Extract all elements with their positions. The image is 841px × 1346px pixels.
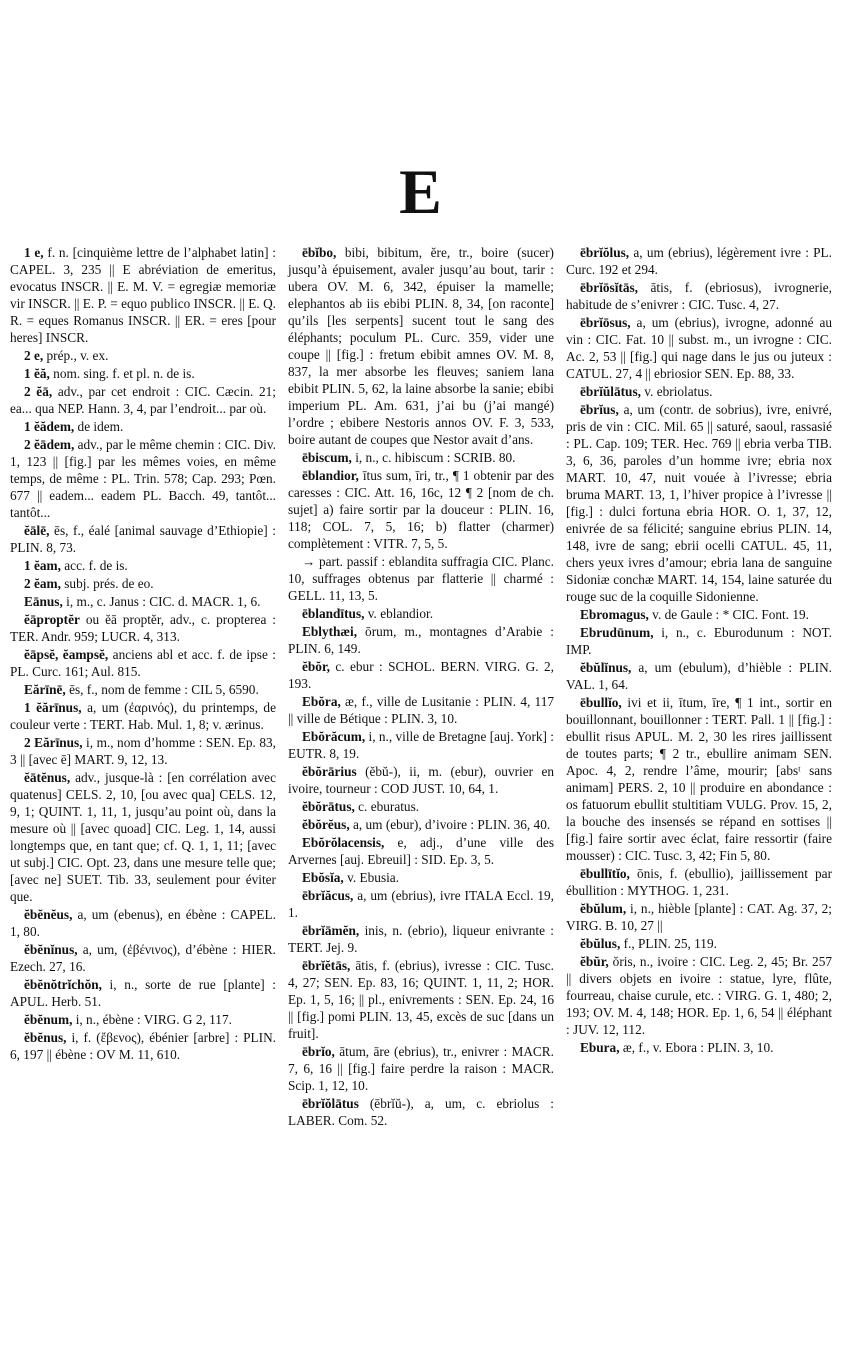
entry-definition: i, n., c. hibiscum : SCRIB. 80. xyxy=(351,450,516,465)
entry-definition: acc. f. de is. xyxy=(60,558,128,573)
entry-headword: Ebŏsĭa, xyxy=(302,870,344,885)
dictionary-entry xyxy=(566,314,832,382)
dictionary-entry xyxy=(566,935,832,952)
dictionary-entry xyxy=(10,699,276,733)
dictionary-entry xyxy=(288,449,554,466)
entry-headword: ēbrĭŏlus, xyxy=(580,245,630,260)
entry-definition: f. n. [cinquième lettre de l’alphabet latin] : CAPEL. 3, 235 || E abréviation de emeritus, evocatus INSCR. || E. M. V. = egregiæ memoriæ vir INSCR. || E. P. = equo publico INSCR. || E. Q. R. = eques Romanus INSCR. || ER. = eres [pour heres] INSCR. xyxy=(10,245,276,345)
entry-definition: a, um (ἐαρινός), du printemps, de couleur verte : TERT. Hab. Mul. 1, 8; v. ærinus. xyxy=(10,700,276,732)
entry-definition: v. de Gaule : * CIC. Font. 19. xyxy=(648,607,810,622)
entry-headword: ēbiscum, xyxy=(302,450,352,465)
entry-headword: Ebrudūnum, xyxy=(580,625,654,640)
dictionary-entry xyxy=(10,244,276,346)
dictionary-entry xyxy=(10,436,276,521)
entry-definition: prép., v. ex. xyxy=(43,348,109,363)
entry-headword: ēbĭbo, xyxy=(302,245,337,260)
entry-headword: 2 Eărīnus, xyxy=(24,735,83,750)
dictionary-entry xyxy=(566,624,832,658)
dictionary-entry xyxy=(288,658,554,692)
entry-definition: i, f. (ἔβενος), ébénier [arbre] : PLIN. 6, 197 || ébène : OV M. 11, 610. xyxy=(10,1030,276,1062)
entry-definition: a, um (ebrius), ivrogne, adonné au vin : CIC. Fat. 10 || subst. m., un ivrogne : CIC. Ac. 2, 53 || [fig.] qui nage dans le jus ou juteux : CATUL. 27, 4 || ebriosior SEN. Ep. 88, 33. xyxy=(566,315,832,381)
entry-definition: ōrum, m., montagnes d’Arabie : PLIN. 6, 149. xyxy=(288,624,554,656)
entry-definition: ōnis, f. (ebullio), jaillissement par ébullition : MYTHOG. 1, 231. xyxy=(566,866,832,898)
entry-definition: (ēbrĭŭ-), a, um, c. ebriolus : LABER. Com. 52. xyxy=(288,1096,554,1128)
entry-definition: ātum, āre (ebrius), tr., enivrer : MACR. 7, 6, 16 || [fig.] faire perdre la raison : MACR. Scip. 1, 12, 10. xyxy=(288,1044,554,1093)
entry-headword: ēbrĭo, xyxy=(302,1044,335,1059)
entry-definition: adv., jusque-là : [en corrélation avec quatenus] CELS. 2, 10, [ou avec qua] CELS. 12, 9, 1; QUINT. 1, 11, 1, jusqu’au point où, dans la mesure où || [avec quoad] CIC. Leg. 1, 14, aussi longtemps que, en tant que; cf. Q. 1, 1, 11; [avec ut subj.] CIC. Opt. 23, dans une mesure telle que; [avec ne] SUET. Tib. 33, seulement pour éviter que. xyxy=(10,770,276,904)
dictionary-entry xyxy=(10,383,276,417)
entry-definition: → part. passif : eblandita suffragia CIC. Planc. 10, suffrages obtenus par flatterie || charmé : GELL. 11, 13, 5. xyxy=(288,554,554,603)
dictionary-entry xyxy=(288,553,554,604)
dictionary-entry xyxy=(566,900,832,934)
entry-headword: ĕbŭr, xyxy=(580,954,609,969)
dictionary-entry xyxy=(288,605,554,622)
entry-headword: ēblandītus, xyxy=(302,606,365,621)
entry-headword: ĕbŏr, xyxy=(302,659,330,674)
entry-definition: a, um (ebrius), légèrement ivre : PL. Curc. 192 et 294. xyxy=(566,245,832,277)
entry-headword: ēbrĭăcus, xyxy=(302,888,354,903)
entry-definition: ŏris, n., ivoire : CIC. Leg. 2, 45; Br. 257 || divers objets en ivoire : statue, lyre, flûte, fourreau, chaise curule, etc. : VIRG. G. 1, 480; 2, 193; OV. M. 4, 148; HOR. Ep. 1, 6, 54 || éléphant : JUV. 12, 112. xyxy=(566,954,832,1037)
dictionary-entry xyxy=(288,887,554,921)
entry-definition: i, n., ébène : VIRG. G 2, 117. xyxy=(72,1012,232,1027)
dictionary-entry xyxy=(10,418,276,435)
entry-headword: 2 e, xyxy=(24,348,44,363)
entry-definition: a, um (ebrius), ivre ITALA Eccl. 19, 1. xyxy=(288,888,554,920)
entry-headword: Eărīnē, xyxy=(24,682,66,697)
entry-definition: inis, n. (ebrio), liqueur enivrante : TERT. Jej. 9. xyxy=(288,923,554,955)
dictionary-entry xyxy=(288,467,554,552)
entry-headword: Ebŏrăcum, xyxy=(302,729,366,744)
dictionary-entry xyxy=(10,1011,276,1028)
dictionary-entry xyxy=(10,906,276,940)
entry-headword: 1 ĕă, xyxy=(24,366,50,381)
entry-headword: ēbullītĭo, xyxy=(580,866,630,881)
dictionary-entry xyxy=(10,769,276,905)
entry-definition: a, um, (ἐβένινος), d’ébène : HIER. Ezech. 27, 16. xyxy=(10,942,276,974)
dictionary-entry xyxy=(566,279,832,313)
dictionary-entry xyxy=(566,1039,832,1056)
entry-headword: ĕbĕnus, xyxy=(24,1030,67,1045)
entry-headword: ĕātĕnus, xyxy=(24,770,71,785)
entry-definition: æ, f., ville de Lusitanie : PLIN. 4, 117 || ville de Bétique : PLIN. 3, 10. xyxy=(288,694,554,726)
entry-definition: v. Ebusia. xyxy=(343,870,400,885)
dictionary-entry xyxy=(566,659,832,693)
entry-definition: ēs, f., éalé [animal sauvage d’Ethiopie] : PLIN. 8, 73. xyxy=(10,523,276,555)
entry-headword: ĕāpsĕ, ĕampsĕ, xyxy=(24,647,109,662)
entry-headword: ēbrĭĕtās, xyxy=(302,958,351,973)
entry-headword: Eānus, xyxy=(24,594,63,609)
entry-headword: 1 ĕărīnus, xyxy=(24,700,82,715)
entry-headword: ĕbŏrĕus, xyxy=(302,817,350,832)
entry-headword: ĕbŭlus, xyxy=(580,936,621,951)
entry-headword: ēblandior, xyxy=(302,468,359,483)
entry-definition: ēs, f., nom de femme : CIL 5, 6590. xyxy=(65,682,259,697)
dictionary-entry xyxy=(288,798,554,815)
entry-headword: ĕbĕnŏtrĭchŏn, xyxy=(24,977,102,992)
dictionary-entry xyxy=(566,865,832,899)
dictionary-entry xyxy=(10,365,276,382)
entry-definition: ivi et ii, ītum, īre, ¶ 1 int., sortir en bouillonnant, bouillonner : TERT. Pall. 1 || [fig.] : ebullit risus APUL. M. 2, 30 les rires jaillissent de toutes parts; ¶ 2 tr., ebullire animam SEN. Apoc. 4, 2, rendre l’âme, mourir; [absᵗ sans animam] PERS. 2, 10 || produire en abondance : os fatuorum ebullit stultitiam VULG. Prov. 15, 2, la bouche des insensés se répand en sottises || [fig.] faire sortir avec éclat, faire ressortir (faire mousser) : CIC. Tusc. 3, 42; Fin 5, 80. xyxy=(566,695,832,863)
entry-headword: 2 ĕādem, xyxy=(24,437,75,452)
dictionary-entry xyxy=(288,244,554,448)
entry-headword: ĕbĕnum, xyxy=(24,1012,73,1027)
entry-definition: æ, f., v. Ebora : PLIN. 3, 10. xyxy=(619,1040,774,1055)
dictionary-entry xyxy=(10,734,276,768)
entry-headword: 1 ĕădem, xyxy=(24,419,75,434)
dictionary-entry xyxy=(10,941,276,975)
dictionary-entry xyxy=(10,522,276,556)
entry-definition: i, n., c. Eburodunum : NOT. IMP. xyxy=(566,625,832,657)
entry-headword: Ebŏra, xyxy=(302,694,341,709)
entry-definition: c. ebur : SCHOL. BERN. VIRG. G. 2, 193. xyxy=(288,659,554,691)
entry-definition: a, um (ebulum), d’hièble : PLIN. VAL. 1, 64. xyxy=(566,660,832,692)
entry-headword: 1 e, xyxy=(24,245,44,260)
dictionary-entry xyxy=(288,693,554,727)
dictionary-entry xyxy=(566,694,832,864)
entry-definition: f., PLIN. 25, 119. xyxy=(620,936,717,951)
entry-headword: ēbrĭus, xyxy=(580,402,619,417)
entry-definition: c. eburatus. xyxy=(354,799,420,814)
dictionary-entry xyxy=(10,976,276,1010)
entry-definition: anciens abl et acc. f. de ipse : PL. Curc. 161; Aul. 815. xyxy=(10,647,276,679)
entry-definition: a, um (ebenus), en ébène : CAPEL. 1, 80. xyxy=(10,907,276,939)
dictionary-entry xyxy=(288,1043,554,1094)
entry-headword: 1 ĕam, xyxy=(24,558,61,573)
entry-definition: ātis, f. (ebriosus), ivrognerie, habitude de s’enivrer : CIC. Tusc. 4, 27. xyxy=(566,280,832,312)
dictionary-entry xyxy=(288,922,554,956)
dictionary-entry xyxy=(10,646,276,680)
dictionary-entry xyxy=(10,681,276,698)
dictionary-entry xyxy=(566,953,832,1038)
entry-headword: ēbrĭāmĕn, xyxy=(302,923,360,938)
column-left xyxy=(10,244,276,1130)
entry-definition: ītus sum, īri, tr., ¶ 1 obtenir par des caresses : CIC. Att. 16, 16c, 12 ¶ 2 [nom de ch. sujet] a) faire sortir par la douceur : PLIN. 16, 118; COL. 7, 5, 16; b) flatter (charmer) complètement : VITR. 7, 5, 5. xyxy=(288,468,554,551)
entry-definition: a, um (contr. de sobrius), ivre, enivré, pris de vin : CIC. Mil. 65 || saturé, saoul, rassasié : PL. Cap. 109; TER. Hec. 769 || ebria verba TIB. 3, 6, 36, paroles d’un homme ivre; ebria nox MART. 10, 47, nuit vouée à l’ivresse; ebria bruma MART. 13, 1, l’hiver propice à l’ivresse || [fig.] : dulci fortuna ebria HOR. O. 1, 37, 12, enivrée de sa félicité; sanguine ebrius PLIN. 14, 148, ivre de sang; ebrii ocelli CATUL. 45, 11, chers yeux ivres d’amour; ebria lana de sanguine Sidoniæ conchæ MART. 14, 154, laine saturée du rouge suc de la coquille Sidonienne. xyxy=(566,402,832,604)
dictionary-entry xyxy=(288,816,554,833)
dictionary-entry xyxy=(288,957,554,1042)
entry-headword: ĕbĕnĭnus, xyxy=(24,942,78,957)
entry-definition: ou ĕā proptĕr, adv., c. propterea : TER. Andr. 959; LUCR. 4, 313. xyxy=(10,612,276,644)
entry-headword: Ebŏrŏlacensis, xyxy=(302,835,385,850)
entry-headword: ĕbŭlum, xyxy=(580,901,627,916)
dictionary-entry xyxy=(10,575,276,592)
entry-definition: adv., par cet endroit : CIC. Cæcin. 21; ea... qua NEP. Hann. 3, 4, par l’endroit... par où. xyxy=(10,384,276,416)
dictionary-entry xyxy=(566,606,832,623)
dictionary-entry xyxy=(288,763,554,797)
entry-headword: Eblythæi, xyxy=(302,624,358,639)
entry-definition: i, n., hièble [plante] : CAT. Ag. 37, 2; VIRG. B. 10, 27 || xyxy=(566,901,832,933)
dictionary-entry xyxy=(10,347,276,364)
entry-definition: ātis, f. (ebrius), ivresse : CIC. Tusc. 4, 27; SEN. Ep. 83, 16; QUINT. 1, 11, 2; HOR. Ep. 1, 5, 16; || pl., enivrements : SEN. Ep. 24, 16 || [fig.] pomi PLIN. 13, 45, excès de suc [dans un fruit]. xyxy=(288,958,554,1041)
dictionary-entry xyxy=(288,623,554,657)
entry-definition: v. eblandior. xyxy=(364,606,434,621)
dictionary-entry xyxy=(10,557,276,574)
entry-columns xyxy=(10,244,832,1130)
entry-headword: ĕāproptĕr xyxy=(24,612,80,627)
column-middle xyxy=(288,244,554,1130)
entry-headword: Ebromagus, xyxy=(580,607,649,622)
dictionary-entry xyxy=(288,869,554,886)
entry-headword: ĕbŏrātus, xyxy=(302,799,355,814)
dictionary-entry xyxy=(288,728,554,762)
entry-definition: bibi, bibitum, ĕre, tr., boire (sucer) jusqu’à épuisement, avaler jusqu’au bout, tarir : ubera OV. M. 6, 342, épuiser la mamelle; elephantos ab iis ebibi PLIN. 8, 34, [on raconte] qu’ils [les serpents] sucent tout le sang des éléphants; poculum PL. Curc. 359, vider une coupe || [fig.] : fretum ebibit amnes OV. M. 8, 837, la mer absorbe les fleuves; saniem lana ebibit PLIN. 5, 62, la laine absorbe la sanie; ebibi imperium PL. Am. 631, j’ai bu (j’ai mangé) l’ordre ; ebibere Nestoris annos OV. F. 3, 533, boire autant de coupes que Nestor avait d’ans. xyxy=(288,245,554,447)
entry-headword: ĕālē, xyxy=(24,523,50,538)
entry-definition: i, n., ville de Bretagne [auj. York] : EUTR. 8, 19. xyxy=(288,729,554,761)
entry-headword: ēbrĭōsĭtās, xyxy=(580,280,638,295)
dictionary-entry xyxy=(566,244,832,278)
entry-definition: i, n., sorte de rue [plante] : APUL. Herb. 51. xyxy=(10,977,276,1009)
dictionary-entry xyxy=(566,401,832,605)
entry-headword: ĕbŭlĭnus, xyxy=(580,660,632,675)
entry-definition: nom. sing. f. et pl. n. de is. xyxy=(49,366,195,381)
entry-definition: e, adj., d’une ville des Arvernes [auj. Ebreuil] : SID. Ep. 3, 5. xyxy=(288,835,554,867)
entry-headword: ēbrĭōsus, xyxy=(580,315,631,330)
dictionary-entry xyxy=(288,834,554,868)
section-letter: E xyxy=(399,156,442,227)
entry-definition: i, m., nom d’homme : SEN. Ep. 83, 3 || [avec ē] MART. 9, 12, 13. xyxy=(10,735,276,767)
entry-headword: ĕbĕnĕus, xyxy=(24,907,73,922)
dictionary-entry xyxy=(288,1095,554,1129)
entry-headword: Ebura, xyxy=(580,1040,620,1055)
dictionary-entry xyxy=(566,383,832,400)
entry-headword: ĕbŏrārius xyxy=(302,764,357,779)
column-right xyxy=(566,244,832,1130)
dictionary-entry xyxy=(10,611,276,645)
entry-headword: ēbrĭŏlātus xyxy=(302,1096,359,1111)
entry-definition: subj. prés. de eo. xyxy=(60,576,154,591)
entry-headword: ēbrĭŭlātus, xyxy=(580,384,641,399)
entry-definition: i, m., c. Janus : CIC. d. MACR. 1, 6. xyxy=(62,594,261,609)
dictionary-entry xyxy=(10,1029,276,1063)
entry-definition: de idem. xyxy=(74,419,124,434)
dictionary-entry xyxy=(10,593,276,610)
entry-headword: 2 ĕā, xyxy=(24,384,53,399)
entry-headword: 2 ĕam, xyxy=(24,576,61,591)
entry-definition: v. ebriolatus. xyxy=(640,384,713,399)
entry-definition: (ĕbŭ-), ii, m. (ebur), ouvrier en ivoire, tourneur : COD JUST. 10, 64, 1. xyxy=(288,764,554,796)
entry-definition: a, um (ebur), d’ivoire : PLIN. 36, 40. xyxy=(349,817,551,832)
entry-headword: ēbullĭo, xyxy=(580,695,622,710)
entry-definition: adv., par le même chemin : CIC. Div. 1, 123 || [fig.] par les mêmes voies, en même temps, de même : PL. Trin. 578; Cap. 293; Pœn. 677 || eadem... eadem PL. Bacch. 49, tantôt... tantôt... xyxy=(10,437,276,520)
